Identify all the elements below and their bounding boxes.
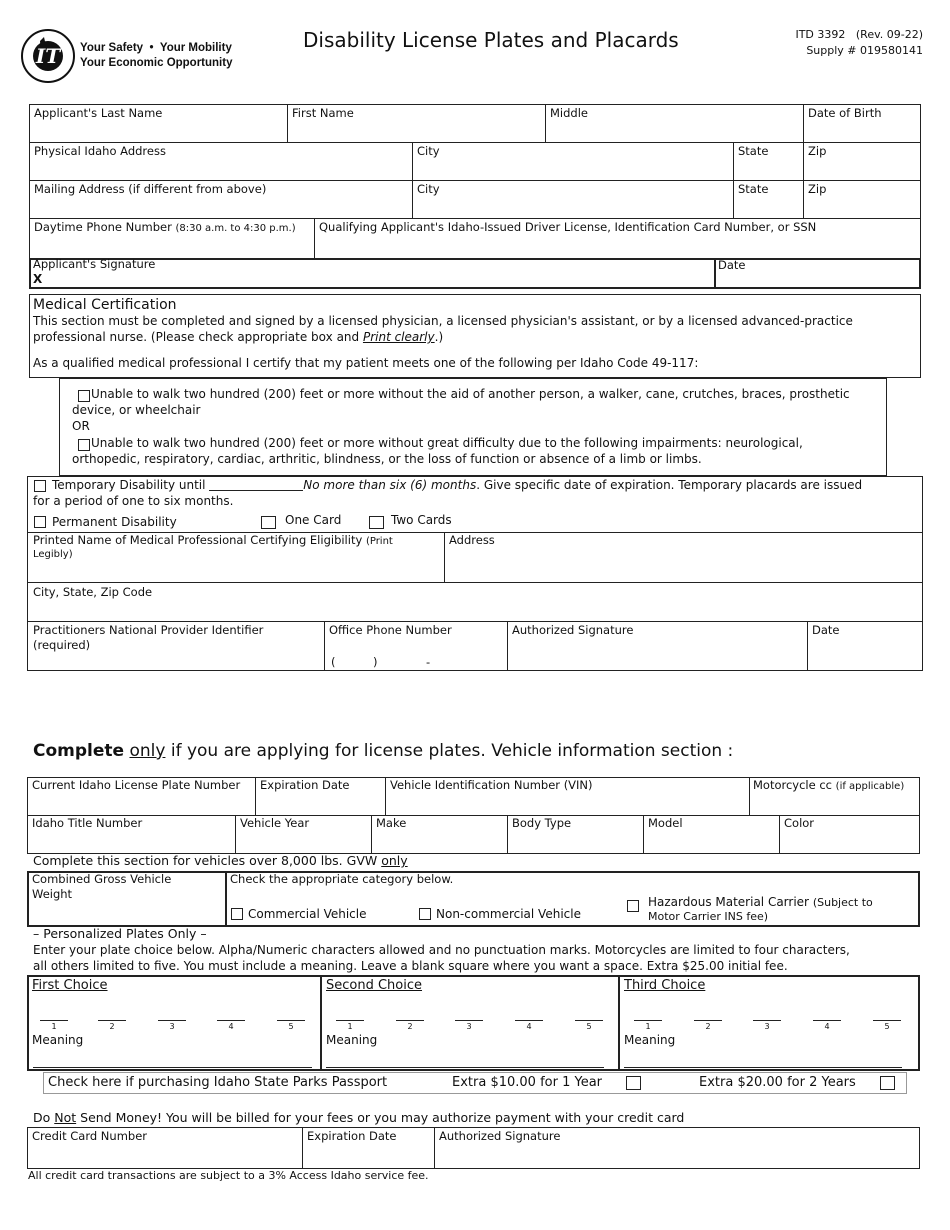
- payment-note-a: Do: [33, 1110, 55, 1125]
- plate-slot-number: 3: [466, 1022, 472, 1031]
- plate-slot-number: 1: [51, 1022, 57, 1031]
- plate-character-slot[interactable]: [515, 1020, 543, 1021]
- vehicle-expiration-field[interactable]: Expiration Date: [260, 778, 350, 792]
- plate-meaning-input[interactable]: [33, 1067, 312, 1068]
- plate-meaning-label: Meaning: [624, 1033, 676, 1047]
- model-field[interactable]: Model: [648, 816, 683, 830]
- option-1-text: Unable to walk two hundred (200) feet or more without the aid of another person, a walker, cane, crutches, braces, prosthetic: [91, 387, 850, 401]
- credit-card-signature-field[interactable]: Authorized Signature: [439, 1129, 561, 1143]
- daytime-phone-label: Daytime Phone Number: [34, 220, 172, 234]
- motorcycle-label: Motorcycle cc: [753, 778, 833, 792]
- plate-slot-number: 2: [407, 1022, 413, 1031]
- phone-hours: (8:30 a.m. to 4:30 p.m.): [175, 223, 296, 234]
- dob-field[interactable]: Date of Birth: [808, 106, 882, 120]
- hazmat-label-text: Hazardous Material Carrier: [648, 895, 809, 909]
- plate-character-slot[interactable]: [396, 1020, 424, 1021]
- printed-name-label: Printed Name of Medical Professional Certifying Eligibility: [33, 533, 363, 547]
- commercial-vehicle-label: Commercial Vehicle: [248, 907, 367, 921]
- heading-only: only: [129, 741, 166, 761]
- authorized-signature-field[interactable]: Authorized Signature: [512, 623, 634, 637]
- one-card-label: One Card: [285, 513, 342, 527]
- plate-number-field[interactable]: Current Idaho License Plate Number: [32, 778, 241, 792]
- tagline-bullet: •: [149, 42, 154, 54]
- hazmat-label: [648, 894, 873, 911]
- hazmat-checkbox[interactable]: [627, 900, 639, 912]
- plate-slot-number: 5: [586, 1022, 592, 1031]
- plate-character-slot[interactable]: [336, 1020, 364, 1021]
- option-2-text: Unable to walk two hundred (200) feet or more without great difficulty due to the following impairments: neurological,: [91, 436, 803, 450]
- printed-name-field[interactable]: [33, 533, 393, 549]
- parks-2-year-label: Extra $20.00 for 2 Years: [699, 1075, 856, 1090]
- plate-character-slot[interactable]: [575, 1020, 603, 1021]
- payment-note: [33, 1110, 684, 1126]
- plate-meaning-label: Meaning: [326, 1033, 378, 1047]
- make-field[interactable]: Make: [376, 816, 407, 830]
- option-2-text-cont: orthopedic, respiratory, cardiac, arthritic, blindness, or the loss of function or absence of a limb or limbs.: [72, 452, 702, 466]
- payment-note-b: Send Money! You will be billed for your fees or you may authorize payment with your credit card: [76, 1110, 685, 1125]
- plate-character-slot[interactable]: [813, 1020, 841, 1021]
- applicant-signature-row: [29, 258, 921, 289]
- print-legibly-b: Legibly): [33, 549, 73, 560]
- two-cards-label: Two Cards: [391, 513, 452, 527]
- daytime-phone-field[interactable]: [34, 220, 296, 236]
- physical-address-field[interactable]: Physical Idaho Address: [34, 144, 166, 158]
- parks-1-year-checkbox[interactable]: [626, 1076, 641, 1090]
- intro-text: professional nurse. (Please check appropriate box and: [33, 330, 363, 344]
- parks-2-year-checkbox[interactable]: [880, 1076, 895, 1090]
- heading-rest: if you are applying for license plates. Vehicle information section :: [170, 741, 734, 761]
- vehicle-section-heading: [33, 740, 733, 762]
- plate-character-slot[interactable]: [634, 1020, 662, 1021]
- mailing-state-field[interactable]: State: [738, 182, 769, 196]
- credit-card-fee-note: All credit card transactions are subject to a 3% Access Idaho service fee.: [28, 1169, 429, 1182]
- title-number-field[interactable]: Idaho Title Number: [32, 816, 143, 830]
- color-field[interactable]: Color: [784, 816, 815, 830]
- plate-slot-number: 3: [169, 1022, 175, 1031]
- gvw-note-text: Complete this section for vehicles over 8,000 lbs. GVW: [33, 853, 382, 868]
- plate-character-slot[interactable]: [753, 1020, 781, 1021]
- medical-certify-statement: As a qualified medical professional I certify that my patient meets one of the following per Idaho Code 49-117:: [33, 356, 699, 370]
- plate-slot-number: 5: [288, 1022, 294, 1031]
- plate-choice-title-1: First Choice: [32, 978, 108, 993]
- npi-required: (required): [33, 638, 91, 652]
- temporary-period-note: for a period of one to six months.: [33, 494, 234, 508]
- plate-character-slot[interactable]: [217, 1020, 245, 1021]
- temporary-disability-checkbox[interactable]: [34, 480, 46, 492]
- plate-slot-number: 4: [228, 1022, 234, 1031]
- phone-format-open: (: [331, 655, 336, 669]
- motorcycle-note: (if applicable): [835, 781, 905, 792]
- form-number: ITD 3392 (Rev. 09-22): [795, 28, 923, 41]
- medical-date-field[interactable]: Date: [812, 623, 840, 637]
- medical-certification-title: Medical Certification: [33, 297, 177, 313]
- parks-1-year-label: Extra $10.00 for 1 Year: [452, 1075, 603, 1090]
- plates-instructions-2: all others limited to five. You must include a meaning. Leave a blank square where you want a space. Extra $25.00 initial fee.: [33, 959, 788, 973]
- temporary-disability-label: Temporary Disability until: [52, 478, 206, 492]
- commercial-vehicle-checkbox[interactable]: [231, 908, 243, 920]
- medical-intro-line-1: This section must be completed and signed by a licensed physician, a licensed physician's assistant, or by a licensed advanced-practice: [33, 314, 853, 328]
- hazmat-label-note: (Subject to: [812, 896, 873, 909]
- payment-note-not: Not: [54, 1110, 77, 1125]
- plate-slot-number: 3: [764, 1022, 770, 1031]
- option-1-checkbox[interactable]: [78, 390, 90, 402]
- npi-field[interactable]: Practitioners National Provider Identifier: [33, 623, 264, 637]
- phone-format-dash: -: [426, 655, 431, 669]
- temporary-disability-line: [52, 477, 862, 493]
- middle-name-field[interactable]: Middle: [550, 106, 588, 120]
- last-name-field[interactable]: Applicant's Last Name: [34, 106, 163, 120]
- plate-slot-number: 1: [347, 1022, 353, 1031]
- svg-text:IT: IT: [35, 44, 61, 68]
- permanent-disability-label: Permanent Disability: [52, 515, 177, 529]
- plate-slot-number: 5: [884, 1022, 890, 1031]
- plates-heading: – Personalized Plates Only –: [33, 926, 207, 941]
- plate-slot-number: 2: [109, 1022, 115, 1031]
- plate-slot-number: 2: [705, 1022, 711, 1031]
- plate-character-slot[interactable]: [158, 1020, 186, 1021]
- two-cards-checkbox[interactable]: [369, 516, 384, 529]
- gvw-weight-field[interactable]: Combined Gross Vehicle: [32, 872, 172, 886]
- qualifying-id-field[interactable]: Qualifying Applicant's Idaho-Issued Driver License, Identification Card Number, or SSN: [319, 220, 817, 234]
- motorcycle-cc-field[interactable]: [753, 778, 904, 794]
- itd-logo: [20, 28, 76, 84]
- physical-state-field[interactable]: State: [738, 144, 769, 158]
- or-text: OR: [72, 419, 90, 433]
- credit-card-expiration-field[interactable]: Expiration Date: [307, 1129, 397, 1143]
- intro-end: .): [434, 330, 444, 344]
- gvw-note: [33, 853, 408, 869]
- plate-meaning-input[interactable]: [624, 1067, 902, 1068]
- applicant-signature-field[interactable]: Applicant's Signature: [33, 257, 156, 271]
- plate-choice-title-2: Second Choice: [326, 978, 423, 993]
- physical-zip-field[interactable]: Zip: [808, 144, 827, 158]
- plate-character-slot[interactable]: [455, 1020, 483, 1021]
- one-card-checkbox[interactable]: [261, 516, 276, 529]
- office-phone-field[interactable]: Office Phone Number: [329, 623, 452, 637]
- parks-passport-label: Check here if purchasing Idaho State Parks Passport: [48, 1075, 388, 1090]
- check-category-label: Check the appropriate category below.: [230, 872, 454, 886]
- vin-field[interactable]: Vehicle Identification Number (VIN): [390, 778, 593, 792]
- medical-intro-line-2: [33, 329, 443, 345]
- page-title: Disability License Plates and Placards: [303, 28, 679, 52]
- plate-meaning-label: Meaning: [32, 1033, 84, 1047]
- mailing-address-field[interactable]: Mailing Address (if different from above): [34, 182, 267, 196]
- signature-x-mark: X: [33, 272, 43, 286]
- first-name-field[interactable]: First Name: [292, 106, 354, 120]
- credit-card-number-field[interactable]: Credit Card Number: [32, 1129, 147, 1143]
- medical-address-field[interactable]: Address: [449, 533, 495, 547]
- plate-choice-title-3: Third Choice: [624, 978, 706, 993]
- city-state-zip-field[interactable]: City, State, Zip Code: [33, 585, 153, 599]
- plate-slot-number: 4: [824, 1022, 830, 1031]
- tagline-mobility: Your Mobility: [159, 42, 232, 54]
- itd-logo-icon: [20, 28, 76, 84]
- plate-character-slot[interactable]: [873, 1020, 901, 1021]
- print-clearly-text: Print clearly: [362, 330, 435, 344]
- mailing-city-field[interactable]: City: [417, 182, 440, 196]
- plate-character-slot[interactable]: [98, 1020, 126, 1021]
- plate-slot-number: 1: [645, 1022, 651, 1031]
- plates-instructions-1: Enter your plate choice below. Alpha/Numeric characters allowed and no punctuation marks. Motorcycles are limited to four characters,: [33, 943, 850, 957]
- permanent-disability-checkbox[interactable]: [34, 516, 46, 528]
- plate-meaning-input[interactable]: [326, 1067, 604, 1068]
- physical-city-field[interactable]: City: [417, 144, 440, 158]
- tagline-economic: Your Economic Opportunity: [80, 57, 233, 69]
- noncommercial-vehicle-checkbox[interactable]: [419, 908, 431, 920]
- plate-character-slot[interactable]: [277, 1020, 305, 1021]
- plate-slot-number: 4: [526, 1022, 532, 1031]
- vehicle-year-field[interactable]: Vehicle Year: [240, 816, 310, 830]
- tagline: [80, 41, 232, 71]
- print-legibly-a: (Print: [365, 536, 393, 547]
- heading-complete: Complete: [33, 741, 125, 761]
- temporary-date-input[interactable]: [209, 478, 303, 491]
- plate-character-slot[interactable]: [694, 1020, 722, 1021]
- applicant-date-field[interactable]: Date: [718, 258, 746, 272]
- noncommercial-vehicle-label: Non-commercial Vehicle: [436, 907, 581, 921]
- hazmat-label-cont: Motor Carrier INS fee): [648, 910, 769, 923]
- gvw-weight-label-b: Weight: [32, 887, 73, 901]
- mailing-zip-field[interactable]: Zip: [808, 182, 827, 196]
- gvw-only: only: [381, 853, 408, 868]
- phone-format-close: ): [373, 655, 378, 669]
- temporary-note: . Give specific date of expiration. Temporary placards are issued: [476, 478, 863, 492]
- option-2-checkbox[interactable]: [78, 439, 90, 451]
- body-type-field[interactable]: Body Type: [512, 816, 572, 830]
- plate-character-slot[interactable]: [40, 1020, 68, 1021]
- temporary-max-text: No more than six (6) months: [303, 478, 477, 492]
- option-1-text-cont: device, or wheelchair: [72, 403, 201, 417]
- tagline-safety: Your Safety: [80, 42, 144, 54]
- supply-number: Supply # 019580141: [806, 44, 923, 57]
